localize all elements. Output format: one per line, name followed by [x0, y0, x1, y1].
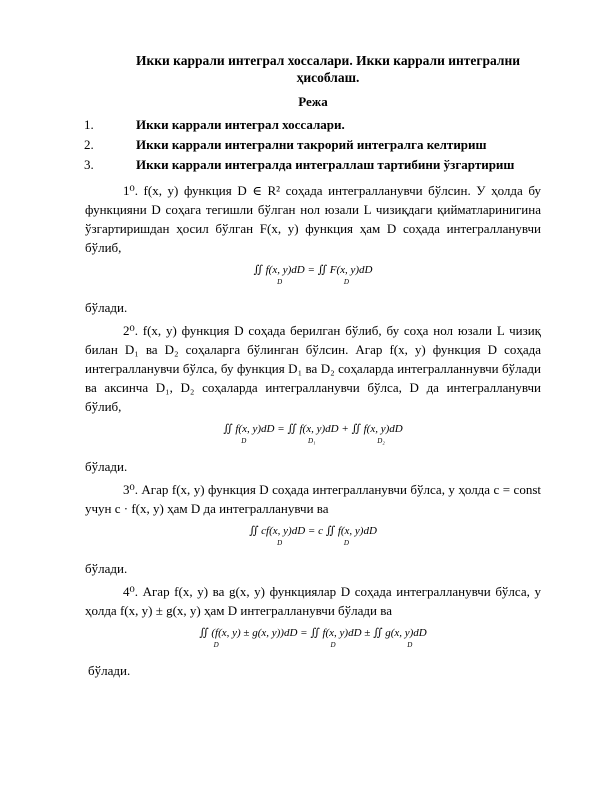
- document-page: [85, 52, 541, 684]
- formula-3-text: ∬ cf(x, y)dD = c ∬ f(x, y)dD: [249, 525, 377, 537]
- formula-1-text: ∬ f(x, y)dD = ∬ F(x, y)dD: [253, 264, 373, 276]
- after-formula-1: бўлади.: [85, 300, 128, 315]
- formula-3-domain-left: D: [277, 539, 283, 547]
- formula-3-domain-right: D: [343, 539, 349, 547]
- plan-heading: Режа: [298, 94, 328, 109]
- after-formula-4: бўлади.: [88, 663, 131, 678]
- formula-4-domain-c: D: [407, 641, 413, 649]
- formula-2: [85, 422, 541, 449]
- formula-4-domain-b: D: [330, 641, 336, 649]
- plan-item-number: 2.: [84, 137, 94, 152]
- formula-4-domain-a: D: [213, 641, 219, 649]
- property-4-paragraph: 4⁰. Агар f(x, y) ва g(x, y) функциялар D соҳада интегралланувчи бўлса, у ҳолда f(x, y) ± g(x, y) ҳам D интегралланувчи бўлади ва: [85, 584, 541, 618]
- plan-item-number: 1.: [84, 117, 94, 132]
- after-formula-2: бўлади.: [85, 459, 128, 474]
- title-line-2: ҳисоблаш.: [296, 70, 360, 85]
- formula-4: [85, 626, 541, 653]
- property-2-paragraph: 2⁰. f(x, y) функция D соҳада берилган бўлиб, бу соҳа нол юзали L чизиқ билан D₁ ва D₂ соҳаларга бўлинган бўлсин. Агар f(x, y) функция D соҳада интегралланувчи бўлса, бу функция D₁ ва D₂ соҳаларда интегралланнувчи бўлади ва аксинча D₁, D₂ соҳаларда интегралланувчи бўлса, D да интегралланувчи бўлиб,: [85, 323, 541, 414]
- plan-item: [85, 115, 541, 135]
- plan-item-text: Икки каррали интегрални такрорий интегралга келтириш: [136, 137, 487, 152]
- property-3-paragraph: 3⁰. Агар f(x, y) функция D соҳада интегралланувчи бўлса, у ҳолда c = const учун c · f(x, y) ҳам D да интегралланувчи ва: [85, 482, 541, 516]
- formula-2-text: ∬ f(x, y)dD = ∬ f(x, y)dD + ∬ f(x, y)dD: [223, 423, 403, 435]
- formula-1-domain-right: D: [343, 278, 349, 286]
- plan-list: [85, 115, 541, 175]
- plan-item-text: Икки каррали интеграл хоссалари.: [136, 117, 345, 132]
- title-line-1: Икки каррали интеграл хоссалари. Икки каррали интегрални: [135, 53, 521, 68]
- plan-item: [85, 155, 541, 175]
- formula-2-domain-a: D: [241, 437, 247, 445]
- property-1-paragraph: 1⁰. f(x, y) функция D ∈ R² соҳада интегралланувчи бўлсин. У ҳолда бу функцияни D соҳага тегишли бўлган нол юзали L чизиқдаги қийматларинигина ўзгартиришдан ҳосил бўлган F(x, y) функция ҳам D соҳада интегралланувчи бўлиб,: [85, 183, 541, 255]
- plan-item-text: Икки каррали интегралда интеграллаш тартибини ўзгартириш: [136, 157, 515, 172]
- formula-3: [85, 524, 541, 551]
- formula-1-domain-left: D: [277, 278, 283, 286]
- plan-item-number: 3.: [84, 157, 94, 172]
- formula-4-text: ∬ (f(x, y) ± g(x, y))dD = ∬ f(x, y)dD ± ∬ g(x, y)dD: [199, 627, 427, 639]
- formula-1: [85, 263, 541, 290]
- after-formula-3: бўлади.: [85, 561, 128, 576]
- formula-2-domain-c: D₂: [377, 437, 385, 445]
- plan-item: [85, 135, 541, 155]
- formula-2-domain-b: D₁: [308, 437, 316, 445]
- document-title: [85, 52, 541, 86]
